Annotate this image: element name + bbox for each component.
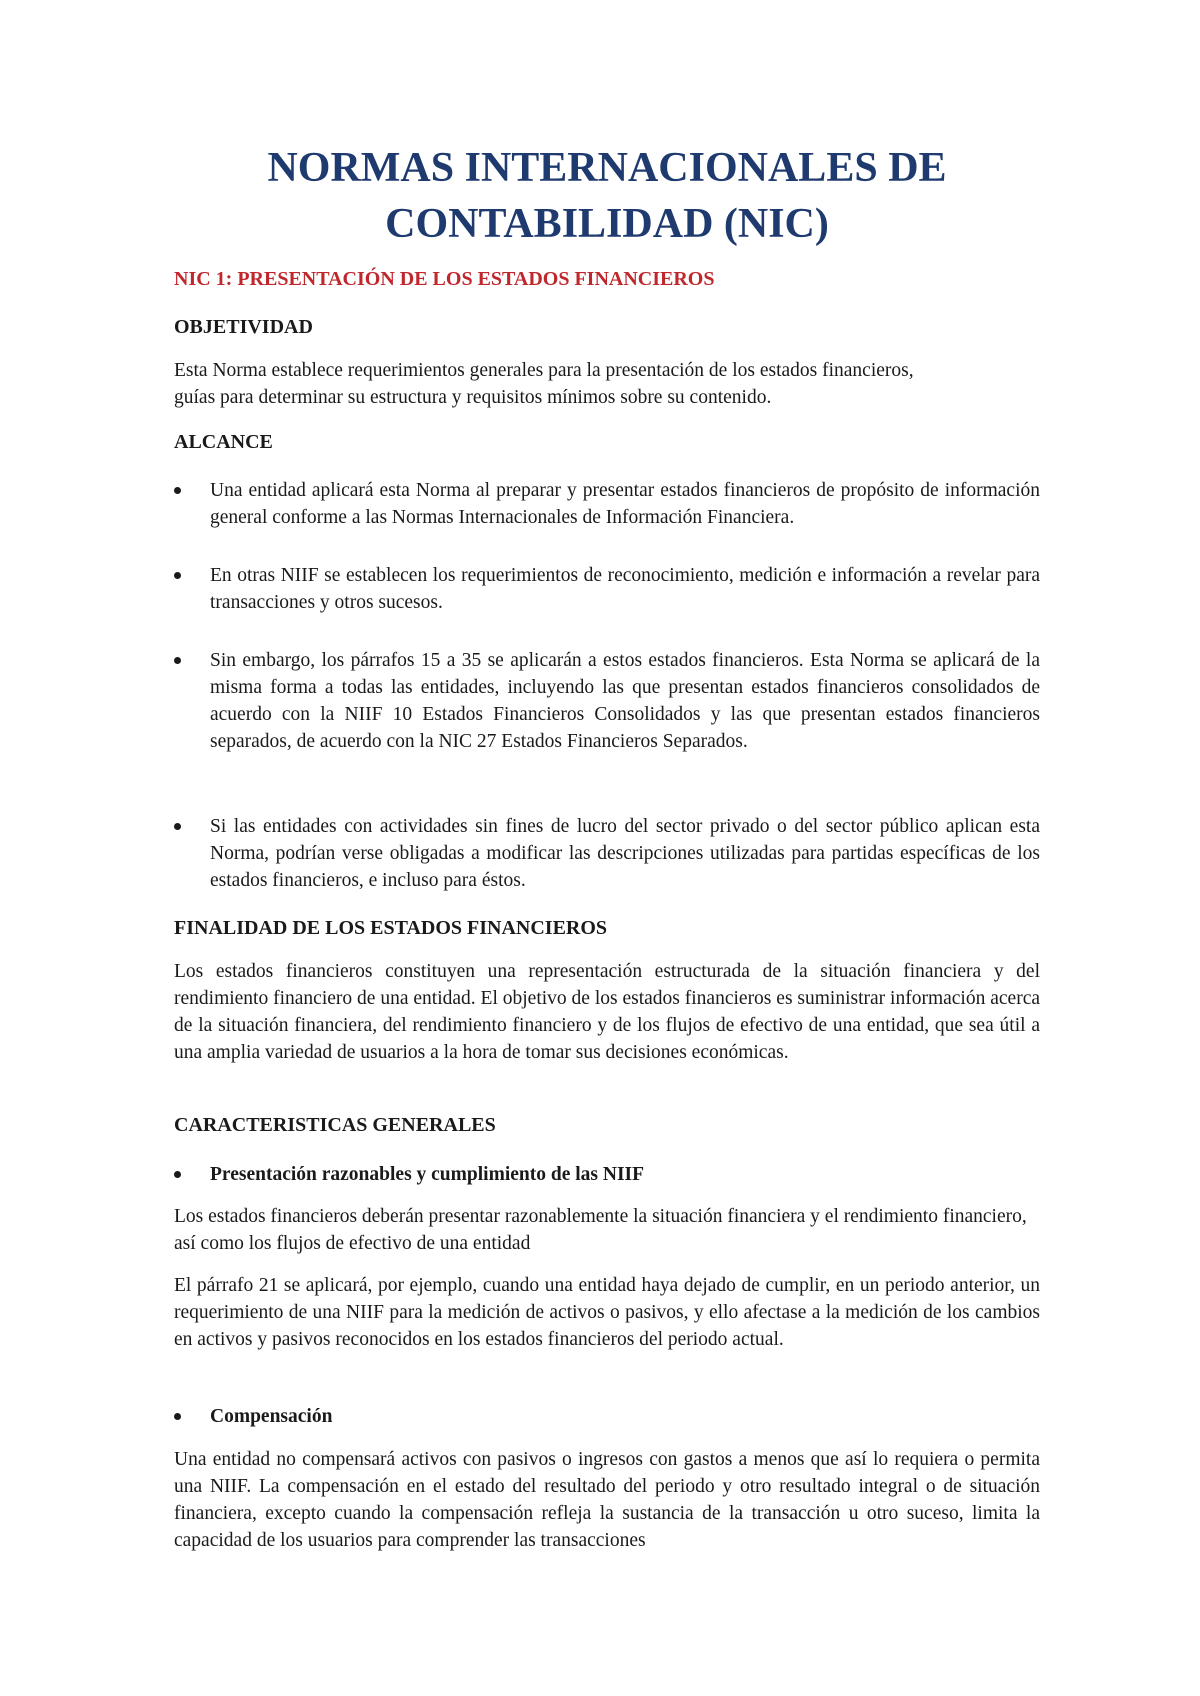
alcance-item-text: En otras NIIF se establecen los requerimientos de reconocimiento, medición e información a revelar para transacciones y otros sucesos.	[210, 565, 1040, 613]
bullet-icon	[174, 1171, 181, 1178]
nic1-heading: NIC 1: PRESENTACIÓN DE LOS ESTADOS FINANCIEROS	[174, 268, 715, 290]
compensacion-subheading: Compensación	[210, 1406, 333, 1427]
objetividad-heading: OBJETIVIDAD	[174, 316, 313, 338]
compensacion-paragraph: Una entidad no compensará activos con pasivos o ingresos con gastos a menos que así lo requiera o permita una NIIF. La compensación en el estado del resultado del periodo y otro resultado integral o de situación financiera, excepto cuando la compensación refleja la sustancia de la transacción u otro suceso, limita la capacidad de los usuarios para comprender las transacciones	[174, 1449, 1040, 1551]
caracteristicas-heading: CARACTERISTICAS GENERALES	[174, 1114, 496, 1136]
presentacion-subheading: Presentación razonables y cumplimiento de las NIIF	[210, 1164, 645, 1185]
finalidad-paragraph: Los estados financieros constituyen una representación estructurada de la situación financiera y del rendimiento financiero de una entidad. El objetivo de los estados financieros es suministrar información acerca de la situación financiera, del rendimiento financiero y de los flujos de efectivo de una entidad, que sea útil a una amplia variedad de usuarios a la hora de tomar sus decisiones económicas.	[174, 961, 1040, 1063]
bullet-icon	[174, 572, 181, 579]
alcance-heading: ALCANCE	[174, 431, 273, 453]
presentacion-paragraph: Los estados financieros deberán presentar razonablemente la situación financiera y el rendimiento financiero, así como los flujos de efectivo de una entidad	[174, 1206, 1027, 1254]
document-title: NORMAS INTERNACIONALES DE CONTABILIDAD (NIC)	[267, 145, 947, 247]
bullet-icon	[174, 823, 181, 830]
alcance-item-text: Sin embargo, los párrafos 15 a 35 se aplicarán a estos estados financieros. Esta Norma se aplicará de la misma forma a todas las entidades, incluyendo las que presentan estados financieros consolidados de acuerdo con la NIIF 10 Estados Financieros Consolidados y las que presentan estados financieros separados, de acuerdo con la NIC 27 Estados Financieros Separados.	[210, 650, 1040, 752]
bullet-icon	[174, 1413, 181, 1420]
alcance-item-text: Una entidad aplicará esta Norma al preparar y presentar estados financieros de propósito de información general conforme a las Normas Internacionales de Información Financiera.	[210, 480, 1040, 528]
finalidad-heading: FINALIDAD DE LOS ESTADOS FINANCIEROS	[174, 917, 608, 939]
bullet-icon	[174, 487, 181, 494]
objetividad-paragraph: Esta Norma establece requerimientos generales para la presentación de los estados financieros, guías para determinar su estructura y requisitos mínimos sobre su contenido.	[174, 360, 914, 408]
bullet-icon	[174, 657, 181, 664]
alcance-item-text: Si las entidades con actividades sin fines de lucro del sector privado o del sector público aplican esta Norma, podrían verse obligadas a modificar las descripciones utilizadas para partidas específicas de los estados financieros, e incluso para éstos.	[210, 816, 1040, 891]
parrafo21-paragraph: El párrafo 21 se aplicará, por ejemplo, cuando una entidad haya dejado de cumplir, en un periodo anterior, un requerimiento de una NIIF para la medición de activos o pasivos, y ello afectase a la medición de los cambios en activos y pasivos reconocidos en los estados financieros del periodo actual.	[174, 1275, 1040, 1350]
